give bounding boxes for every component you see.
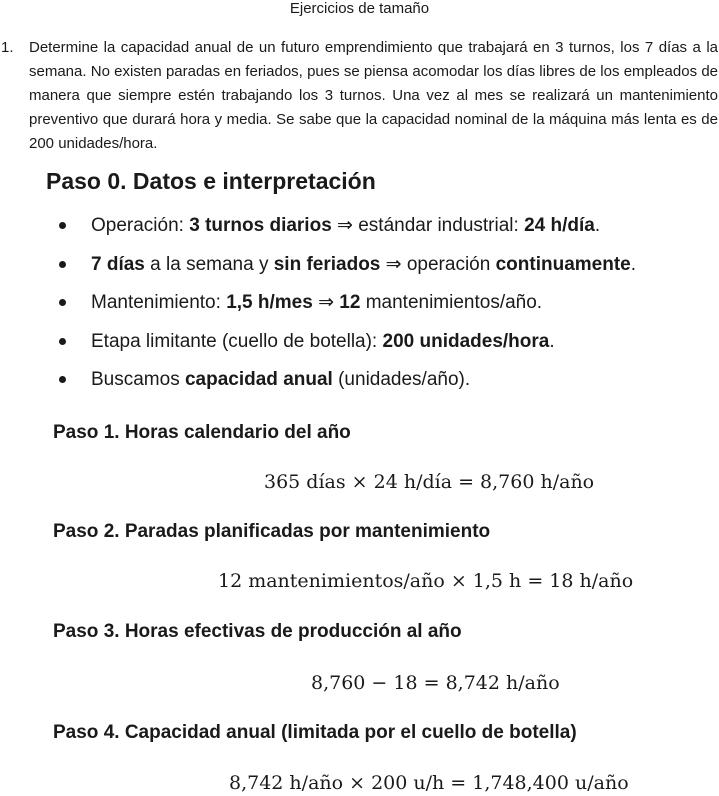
document-title: Ejercicios de tamaño: [289, 0, 430, 17]
step1-equation: 365 días × 24 h/día = 8,760 h/año: [264, 471, 595, 493]
bullet-bottleneck: [58, 324, 636, 363]
step0-heading: Paso 0. Datos e interpretación: [46, 168, 376, 194]
bullet-text: ⇒ operación: [380, 253, 496, 275]
bullet-text: mantenimientos/año.: [360, 292, 543, 313]
bullet-text: .: [630, 253, 636, 275]
step3-equation: 8,760 − 18 = 8,742 h/año: [311, 672, 560, 694]
bullet-bold: 12: [339, 292, 361, 313]
step3-heading: Paso 3. Horas efectivas de producción al año: [53, 621, 462, 642]
bullet-operation: [58, 208, 636, 247]
bullet-goal: [58, 362, 636, 401]
bullet-text: (unidades/año).: [332, 369, 471, 390]
bullet-bold: continuamente: [495, 253, 631, 275]
bullet-text: Operación:: [91, 215, 190, 236]
bullet-bold: sin feriados: [273, 253, 381, 275]
bullet-bold: 200 unidades/hora: [382, 330, 550, 352]
bullet-week-days: [58, 247, 636, 286]
bullet-text: a la semana y: [144, 253, 274, 275]
exercise-item: [0, 36, 719, 156]
data-interpretation-list: [58, 208, 636, 401]
step4-equation: 8,742 h/año × 200 u/h = 1,748,400 u/año: [229, 772, 629, 794]
bullet-text: Mantenimiento:: [91, 292, 227, 313]
step2-heading: Paso 2. Paradas planificadas por mantenimiento: [53, 521, 491, 542]
bullet-text: Buscamos: [91, 369, 185, 390]
bullet-text: .: [594, 215, 601, 236]
exercise-statement: Determine la capacidad anual de un futuro emprendimiento que trabajará en 3 turnos, los 7 días a la semana. No existen paradas en feriados, pues se piensa acomodar los días libres de los empleados de manera que siempre estén trabajando los 3 turnos. Una vez al mes se realizará un mantenimiento preventivo que durará hora y media. Se sabe que la capacidad nominal de la máquina más lenta es de 200 unidades/hora.: [29, 39, 718, 152]
step2-equation: 12 mantenimientos/año × 1,5 h = 18 h/año: [218, 570, 634, 592]
exercise-number: 1.: [1, 39, 14, 56]
bullet-text: ⇒ estándar industrial:: [331, 215, 525, 236]
bullet-bold: 3 turnos diarios: [189, 215, 332, 236]
step4-heading: Paso 4. Capacidad anual (limitada por el cuello de botella): [53, 722, 577, 743]
bullet-bold: 24 h/día: [524, 215, 595, 236]
bullet-text: Etapa limitante (cuello de botella):: [91, 330, 383, 352]
bullet-bold: 1,5 h/mes: [226, 292, 313, 313]
bullet-maintenance: [58, 285, 636, 324]
step1-heading: Paso 1. Horas calendario del año: [53, 422, 351, 443]
bullet-bold: capacidad anual: [184, 369, 333, 390]
bullet-text: .: [549, 330, 555, 352]
bullet-bold: 7 días: [91, 253, 145, 275]
bullet-text: ⇒: [312, 292, 340, 313]
